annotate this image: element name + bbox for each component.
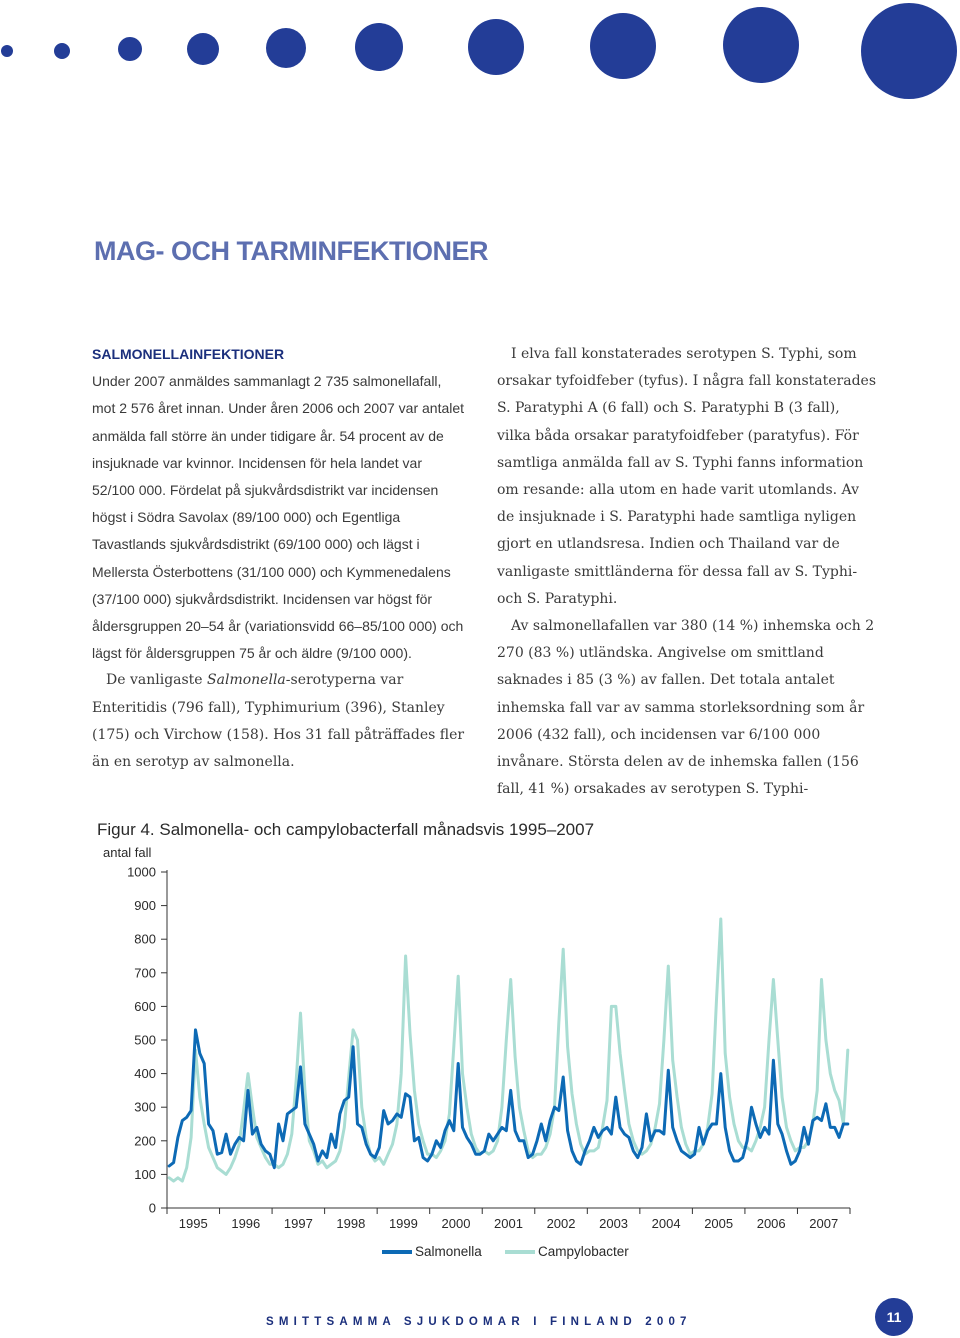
legend-item-campylobacter <box>505 1244 629 1259</box>
x-tick-label: 1996 <box>231 1216 261 1231</box>
paragraph: I elva fall konstaterades serotypen S. Typhi, som orsakar tyfoidfeber (tyfus). I några fall konstaterades S. Paratyphi A (6 fall) och S. Paratyphi B (3 fall), vilka båda orsakar paratyfoidfeber (paratyfus). För samtliga anmälda fall av S. Typhi fanns information om resande: alla utom en hade varit utomlands. Av de insjuknade i S. Paratyphi hade samtliga nyligen gjort en utlandsresa. Indien och Thailand var de vanligaste smittländerna för dessa fall av S. Typhi- och S. Paratyphi. <box>497 346 877 607</box>
y-tick-label: 700 <box>134 965 156 981</box>
x-tick-label: 2001 <box>494 1216 523 1231</box>
section-subheading: SALMONELLAINFEKTIONER <box>92 346 285 362</box>
y-tick-label: 0 <box>148 1200 156 1216</box>
x-tick-label: 2002 <box>546 1216 576 1231</box>
paragraph: Under 2007 anmäldes sammanlagt 2 735 salmonellafall, mot 2 576 året innan. Under åren 2006 och 2007 var antalet anmälda fall större än under tidigare år. 54 procent av de insjuknade var kvinnor. Incidensen för hela landet var 52/100 000. Fördelat på sjukvårdsdistrikt var incidensen högst i Södra Savolax (89/100 000) och Egentliga Tavastlands sjukvårdsdistrikt (69/100 000) och lägst i Mellersta Österbottens (31/100 000) och Kymmenedalens (37/100 000) sjukvårdsdistrikt. Incidensen var högst för åldersgruppen 20–54 år (variationsvidd 66–85/100 000) och lägst för åldersgruppen 75 år och äldre (9/100 000). <box>92 373 465 662</box>
y-tick-label: 900 <box>134 898 156 914</box>
y-tick-label: 400 <box>134 1066 156 1082</box>
y-tick-label: 100 <box>134 1166 156 1182</box>
legend-item-salmonella <box>382 1244 482 1259</box>
legend-label: Campylobacter <box>538 1244 629 1259</box>
x-tick-label: 2003 <box>599 1216 629 1231</box>
figure-title: Figur 4. Salmonella- och campylobacterfall månadsvis 1995–2007 <box>97 820 595 839</box>
y-tick-label: 600 <box>134 998 156 1014</box>
y-tick-label: 200 <box>134 1133 156 1149</box>
text-run: De vanligaste <box>106 672 208 689</box>
x-tick-label: 2000 <box>441 1216 471 1231</box>
page-footer: SMITTSAMMA SJUKDOMAR I FINLAND 2007 <box>266 1316 692 1328</box>
page-heading: MAG- OCH TARMINFEKTIONER <box>94 236 488 266</box>
y-tick-label: 300 <box>134 1099 156 1115</box>
x-tick-label: 2005 <box>704 1216 734 1231</box>
legend-swatch-campylobacter <box>505 1250 535 1254</box>
x-tick-label: 2006 <box>756 1216 786 1231</box>
series-line-salmonella <box>169 1030 848 1168</box>
text-run: -serotyperna var Enteritidis (796 fall), Typhimurium (396), Stanley (175) och Virchow (158). Hos 31 fall påträffades fler än en serotyp av salmonella. <box>92 672 465 771</box>
legend-label: Salmonella <box>415 1244 482 1259</box>
y-axis-unit-label: antal fall <box>103 845 152 860</box>
x-tick-label: 1995 <box>178 1216 208 1231</box>
y-tick-label: 500 <box>134 1032 156 1048</box>
paragraph: Av salmonellafallen var 380 (14 %) inhemska och 2 270 (83 %) utländska. Angivelse om smittland saknades i 85 (3 %) av fallen. Det totala antalet inhemska fall var av samma storleksordning som år 2006 (432 fall), och incidensen var 6/100 000 invånare. Största delen av de inhemska fallen (156 fall, 41 %) orsakades av serotypen S. Typhi- <box>497 618 875 798</box>
x-tick-label: 1997 <box>283 1216 313 1231</box>
x-tick-label: 2004 <box>651 1216 681 1231</box>
italic-text: Salmonella <box>207 672 286 689</box>
x-tick-label: 2007 <box>809 1216 839 1231</box>
legend-swatch-salmonella <box>382 1250 412 1254</box>
page-number: 11 <box>875 1298 913 1336</box>
x-tick-label: 1999 <box>388 1216 418 1231</box>
x-tick-label: 1998 <box>336 1216 366 1231</box>
y-tick-label: 1000 <box>127 864 156 880</box>
y-tick-label: 800 <box>134 931 156 947</box>
